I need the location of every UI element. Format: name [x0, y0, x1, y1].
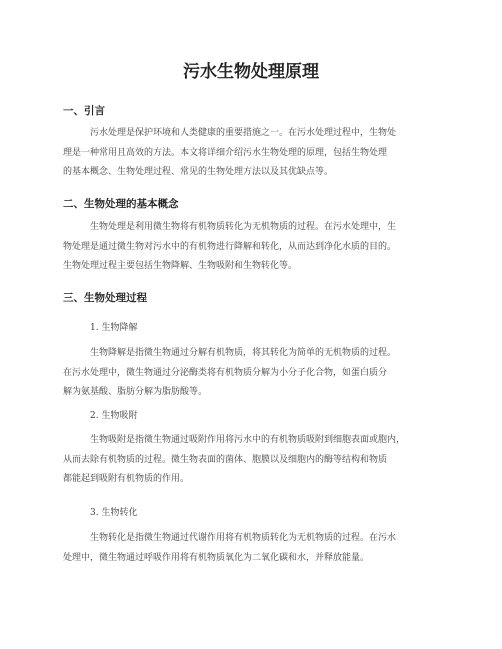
paragraph-line: 生物降解是指微生物通过分解有机物质，将其转化为简单的无机物质的过程。	[90, 348, 397, 358]
section-heading-basic-concepts: 二、生物处理的基本概念	[63, 198, 179, 210]
basic-concepts-paragraph	[63, 218, 443, 277]
subsection-label-biodegradation: 1. 生物降解	[90, 323, 138, 333]
paragraph-line: 污水处理是保护环境和人类健康的重要措施之一。在污水处理过程中，生物处	[90, 128, 397, 138]
paragraph-line: 处理中，微生物通过呼吸作用将有机物质氧化为二氧化碳和水，并释放能量。	[63, 552, 370, 563]
paragraph-line: 的基本概念、生物处理过程、常见的生物处理方法以及其优缺点等。	[63, 167, 334, 177]
paragraph-line: 生物转化是指微生物通过代谢作用将有机物质转化为无机物质的过程。在污水	[90, 533, 397, 543]
section-heading-introduction: 一、引言	[63, 105, 105, 117]
biodegradation-paragraph	[63, 344, 443, 403]
paragraph-line: 解为氨基酸、脂肪分解为脂肪酸等。	[63, 387, 208, 397]
paragraph-line: 生物处理过程主要包括生物降解、生物吸附和生物转化等。	[63, 261, 298, 271]
paragraph-line: 生物处理是利用微生物将有机物质转化为无机物质的过程。在污水处理中，生	[90, 222, 397, 232]
paragraph-line: 都能起到吸附有机物质的作用。	[63, 474, 190, 484]
subsection-label-bioconversion: 3. 生物转化	[90, 508, 138, 518]
paragraph-line: 生物吸附是指微生物通过吸附作用将污水中的有机物质吸附到细胞表面或胞内，	[90, 435, 406, 445]
document-title: 污水生物处理原理	[183, 62, 319, 82]
subsection-label-biosorption: 2. 生物吸附	[90, 411, 138, 421]
introduction-paragraph	[63, 124, 443, 183]
paragraph-line: 物处理是通过微生物对污水中的有机物进行降解和转化，从而达到净化水质的目的。	[63, 241, 397, 252]
section-heading-process: 三、生物处理过程	[63, 292, 147, 304]
paragraph-line: 在污水处理中，微生物通过分泌酶类将有机物质分解为小分子化合物，如蛋白质分	[63, 367, 388, 378]
paragraph-line: 从而去除有机物质的过程。微生物表面的菌体、胞膜以及细胞内的酶等结构和物质	[63, 454, 388, 465]
bioconversion-paragraph	[63, 529, 443, 568]
paragraph-line: 理是一种常用且高效的方法。本文将详细介绍污水生物处理的原理，包括生物处理	[63, 147, 388, 158]
biosorption-paragraph	[63, 431, 443, 490]
